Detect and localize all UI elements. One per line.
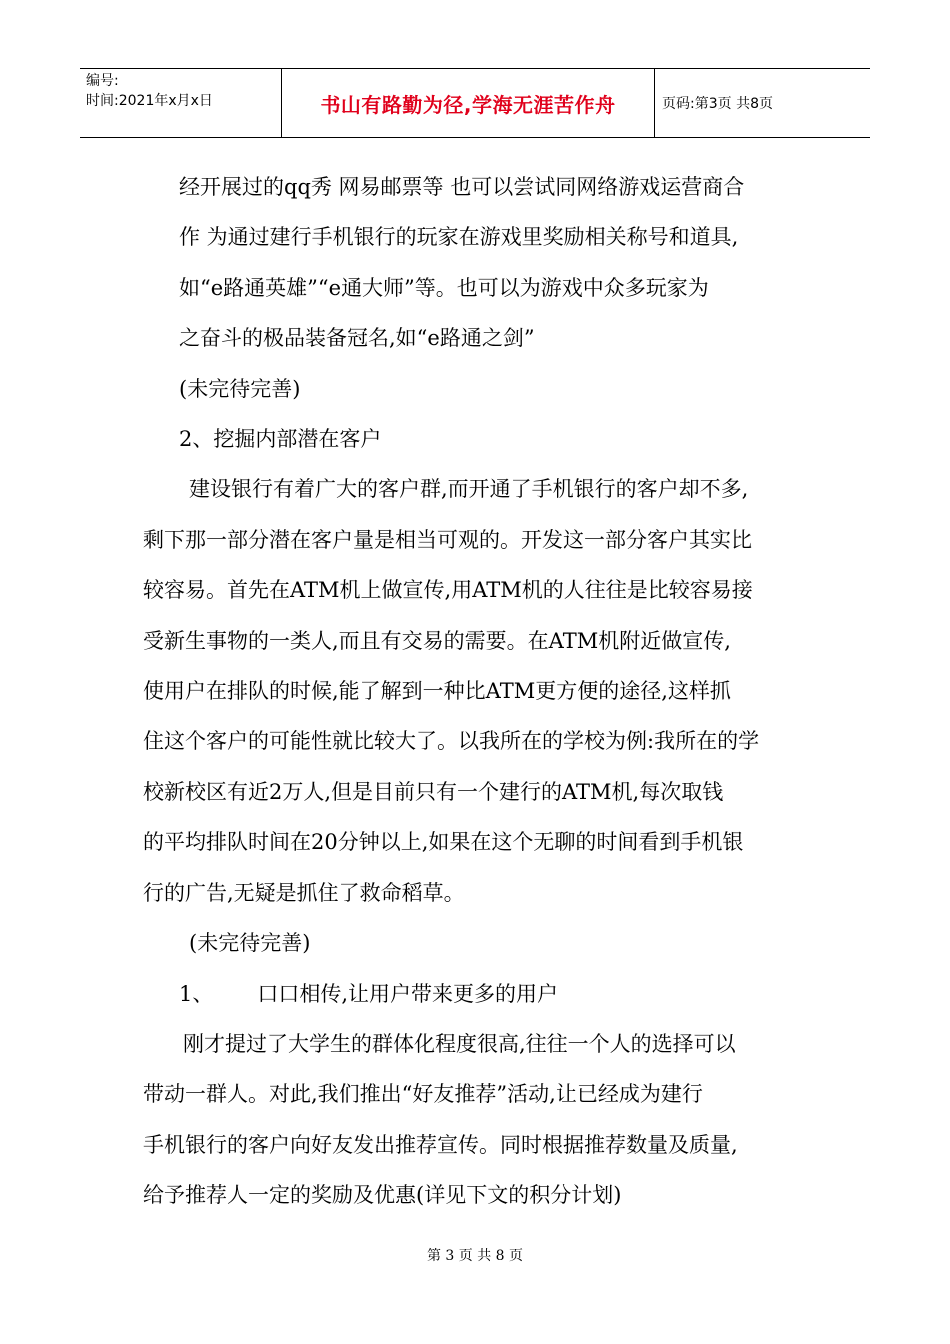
document-number-label: 编号: bbox=[86, 73, 119, 89]
paragraph-line: 剩下那一部分潜在客户量是相当可观的。开发这一部分客户其实比 bbox=[143, 527, 752, 552]
paragraph-line: 手机银行的客户向好友发出推荐宣传。同时根据推荐数量及质量, bbox=[143, 1132, 738, 1157]
page-header bbox=[80, 68, 870, 138]
page-footer: 第 3 页 共 8 页 bbox=[426, 1248, 524, 1264]
note-line: (未完待完善) bbox=[189, 931, 311, 956]
document-date: 时间:2021年x月x日 bbox=[86, 93, 213, 109]
header-motto: 书山有路勤为径,学海无涯苦作舟 bbox=[320, 92, 616, 117]
header-page-info: 页码:第3页 共8页 bbox=[662, 96, 773, 112]
paragraph-line: 作 为通过建行手机银行的玩家在游戏里奖励相关称号和道具, bbox=[179, 225, 739, 250]
header-meta bbox=[86, 71, 278, 111]
section-title: 口口相传,让用户带来更多的用户 bbox=[257, 981, 559, 1006]
paragraph-line: 建设银行有着广大的客户群,而开通了手机银行的客户却不多, bbox=[189, 477, 749, 502]
note-line: (未完待完善) bbox=[179, 376, 301, 401]
section-number: 1、 bbox=[179, 981, 214, 1006]
header-divider bbox=[654, 69, 655, 137]
paragraph-line: 受新生事物的一类人,而且有交易的需要。在ATM机附近做宣传, bbox=[143, 628, 731, 653]
paragraph-line: 使用户在排队的时候,能了解到一种比ATM更方便的途径,这样抓 bbox=[143, 679, 731, 704]
paragraph-line: 较容易。首先在ATM机上做宣传,用ATM机的人往往是比较容易接 bbox=[143, 578, 753, 603]
paragraph-line: 之奋斗的极品装备冠名,如“e路通之剑” bbox=[179, 326, 535, 351]
paragraph-line: 的平均排队时间在20分钟以上,如果在这个无聊的时间看到手机银 bbox=[143, 830, 744, 855]
section-heading bbox=[143, 969, 823, 1019]
paragraph-line: 刚才提过了大学生的群体化程度很高,往往一个人的选择可以 bbox=[183, 1031, 736, 1056]
paragraph-line: 经开展过的qq秀 网易邮票等 也可以尝试同网络游戏运营商合 bbox=[179, 175, 745, 199]
paragraph-line: 行的广告,无疑是抓住了救命稻草。 bbox=[143, 880, 465, 905]
section-heading: 2、挖掘内部潜在客户 bbox=[179, 427, 382, 452]
paragraph-line: 如“e路通英雄”“e通大师”等。也可以为游戏中众多玩家为 bbox=[179, 275, 709, 300]
document-body bbox=[143, 162, 823, 1221]
paragraph-line: 住这个客户的可能性就比较大了。以我所在的学校为例:我所在的学 bbox=[143, 729, 760, 754]
paragraph-line: 给予推荐人一定的奖励及优惠(详见下文的积分计划) bbox=[143, 1183, 622, 1208]
paragraph-line: 带动一群人。对此,我们推出“好友推荐”活动,让已经成为建行 bbox=[143, 1082, 703, 1107]
paragraph-line: 校新校区有近2万人,但是目前只有一个建行的ATM机,每次取钱 bbox=[143, 779, 724, 804]
